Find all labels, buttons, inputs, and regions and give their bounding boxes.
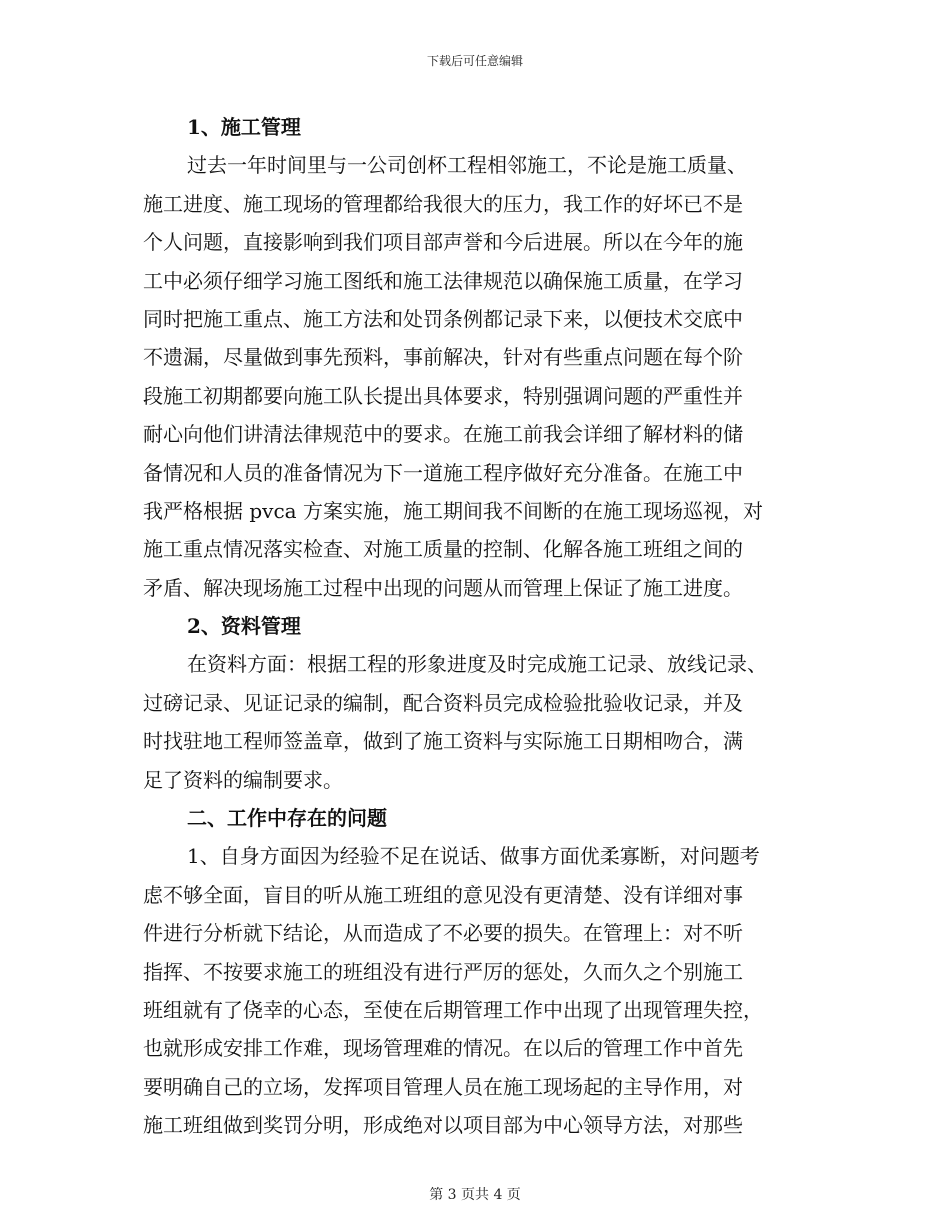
paragraph-line: 也就形成安排工作难，现场管理难的情况。在以后的管理工作中首先 bbox=[143, 1036, 743, 1061]
paragraph-line: 件进行分析就下结论，从而造成了不必要的损失。在管理上：对不听 bbox=[143, 921, 743, 946]
paragraph-line: 时找驻地工程师签盖章，做到了施工资料与实际施工日期相吻合，满 bbox=[143, 729, 743, 754]
page-header: 下载后可任意编辑 bbox=[426, 54, 523, 68]
paragraph-line: 1、自身方面因为经验不足在说话、做事方面优柔寡断，对问题考 bbox=[187, 844, 760, 869]
paragraph-line: 同时把施工重点、施工方法和处罚条例都记录下来，以便技术交底中 bbox=[143, 306, 743, 331]
paragraph-line: 工中必须仔细学习施工图纸和施工法律规范以确保施工质量，在学习 bbox=[143, 268, 743, 293]
paragraph-line: 过磅记录、见证记录的编制，配合资料员完成检验批验收记录，并及 bbox=[143, 690, 743, 715]
section-heading: 1、施工管理 bbox=[187, 115, 301, 139]
paragraph-line: 虑不够全面，盲目的听从施工班组的意见没有更清楚、没有详细对事 bbox=[143, 882, 743, 907]
document-body bbox=[143, 108, 808, 1145]
paragraph-line: 段施工初期都要向施工队长提出具体要求，特别强调问题的严重性并 bbox=[143, 383, 743, 408]
paragraph-line: 耐心向他们讲清法律规范中的要求。在施工前我会详细了解材料的储 bbox=[143, 422, 743, 447]
paragraph-line: 不遗漏，尽量做到事先预料，事前解决，针对有些重点问题在每个阶 bbox=[143, 345, 743, 370]
paragraph-line: 施工进度、施工现场的管理都给我很大的压力，我工作的好坏已不是 bbox=[143, 191, 743, 216]
paragraph-line: 过去一年时间里与一公司创杯工程相邻施工，不论是施工质量、 bbox=[187, 153, 747, 178]
paragraph-line: 矛盾、解决现场施工过程中出现的问题从而管理上保证了施工进度。 bbox=[143, 575, 743, 600]
section-heading: 2、资料管理 bbox=[187, 614, 301, 639]
paragraph-line: 要明确自己的立场，发挥项目管理人员在施工现场起的主导作用，对 bbox=[143, 1074, 743, 1099]
paragraph-line: 我严格根据 pvca 方案实施，施工期间我不间断的在施工现场巡视，对 bbox=[143, 498, 763, 523]
paragraph-line: 班组就有了侥幸的心态，至使在后期管理工作中出现了出现管理失控， bbox=[143, 997, 763, 1022]
page-footer: 第 3 页共 4 页 bbox=[429, 1187, 521, 1203]
paragraph-line: 在资料方面：根据工程的形象进度及时完成施工记录、放线记录、 bbox=[187, 652, 767, 677]
paragraph-line: 备情况和人员的准备情况为下一道施工程序做好充分准备。在施工中 bbox=[143, 460, 743, 485]
paragraph-line: 指挥、不按要求施工的班组没有进行严厉的惩处，久而久之个别施工 bbox=[143, 959, 743, 984]
section-heading: 二、工作中存在的问题 bbox=[187, 806, 387, 831]
paragraph-line: 足了资料的编制要求。 bbox=[143, 767, 343, 792]
paragraph-line: 施工班组做到奖罚分明，形成绝对以项目部为中心领导方法，对那些 bbox=[143, 1113, 743, 1138]
paragraph-line: 个人问题，直接影响到我们项目部声誉和今后进展。所以在今年的施 bbox=[143, 230, 743, 255]
paragraph-line: 施工重点情况落实检查、对施工质量的控制、化解各施工班组之间的 bbox=[143, 537, 743, 562]
